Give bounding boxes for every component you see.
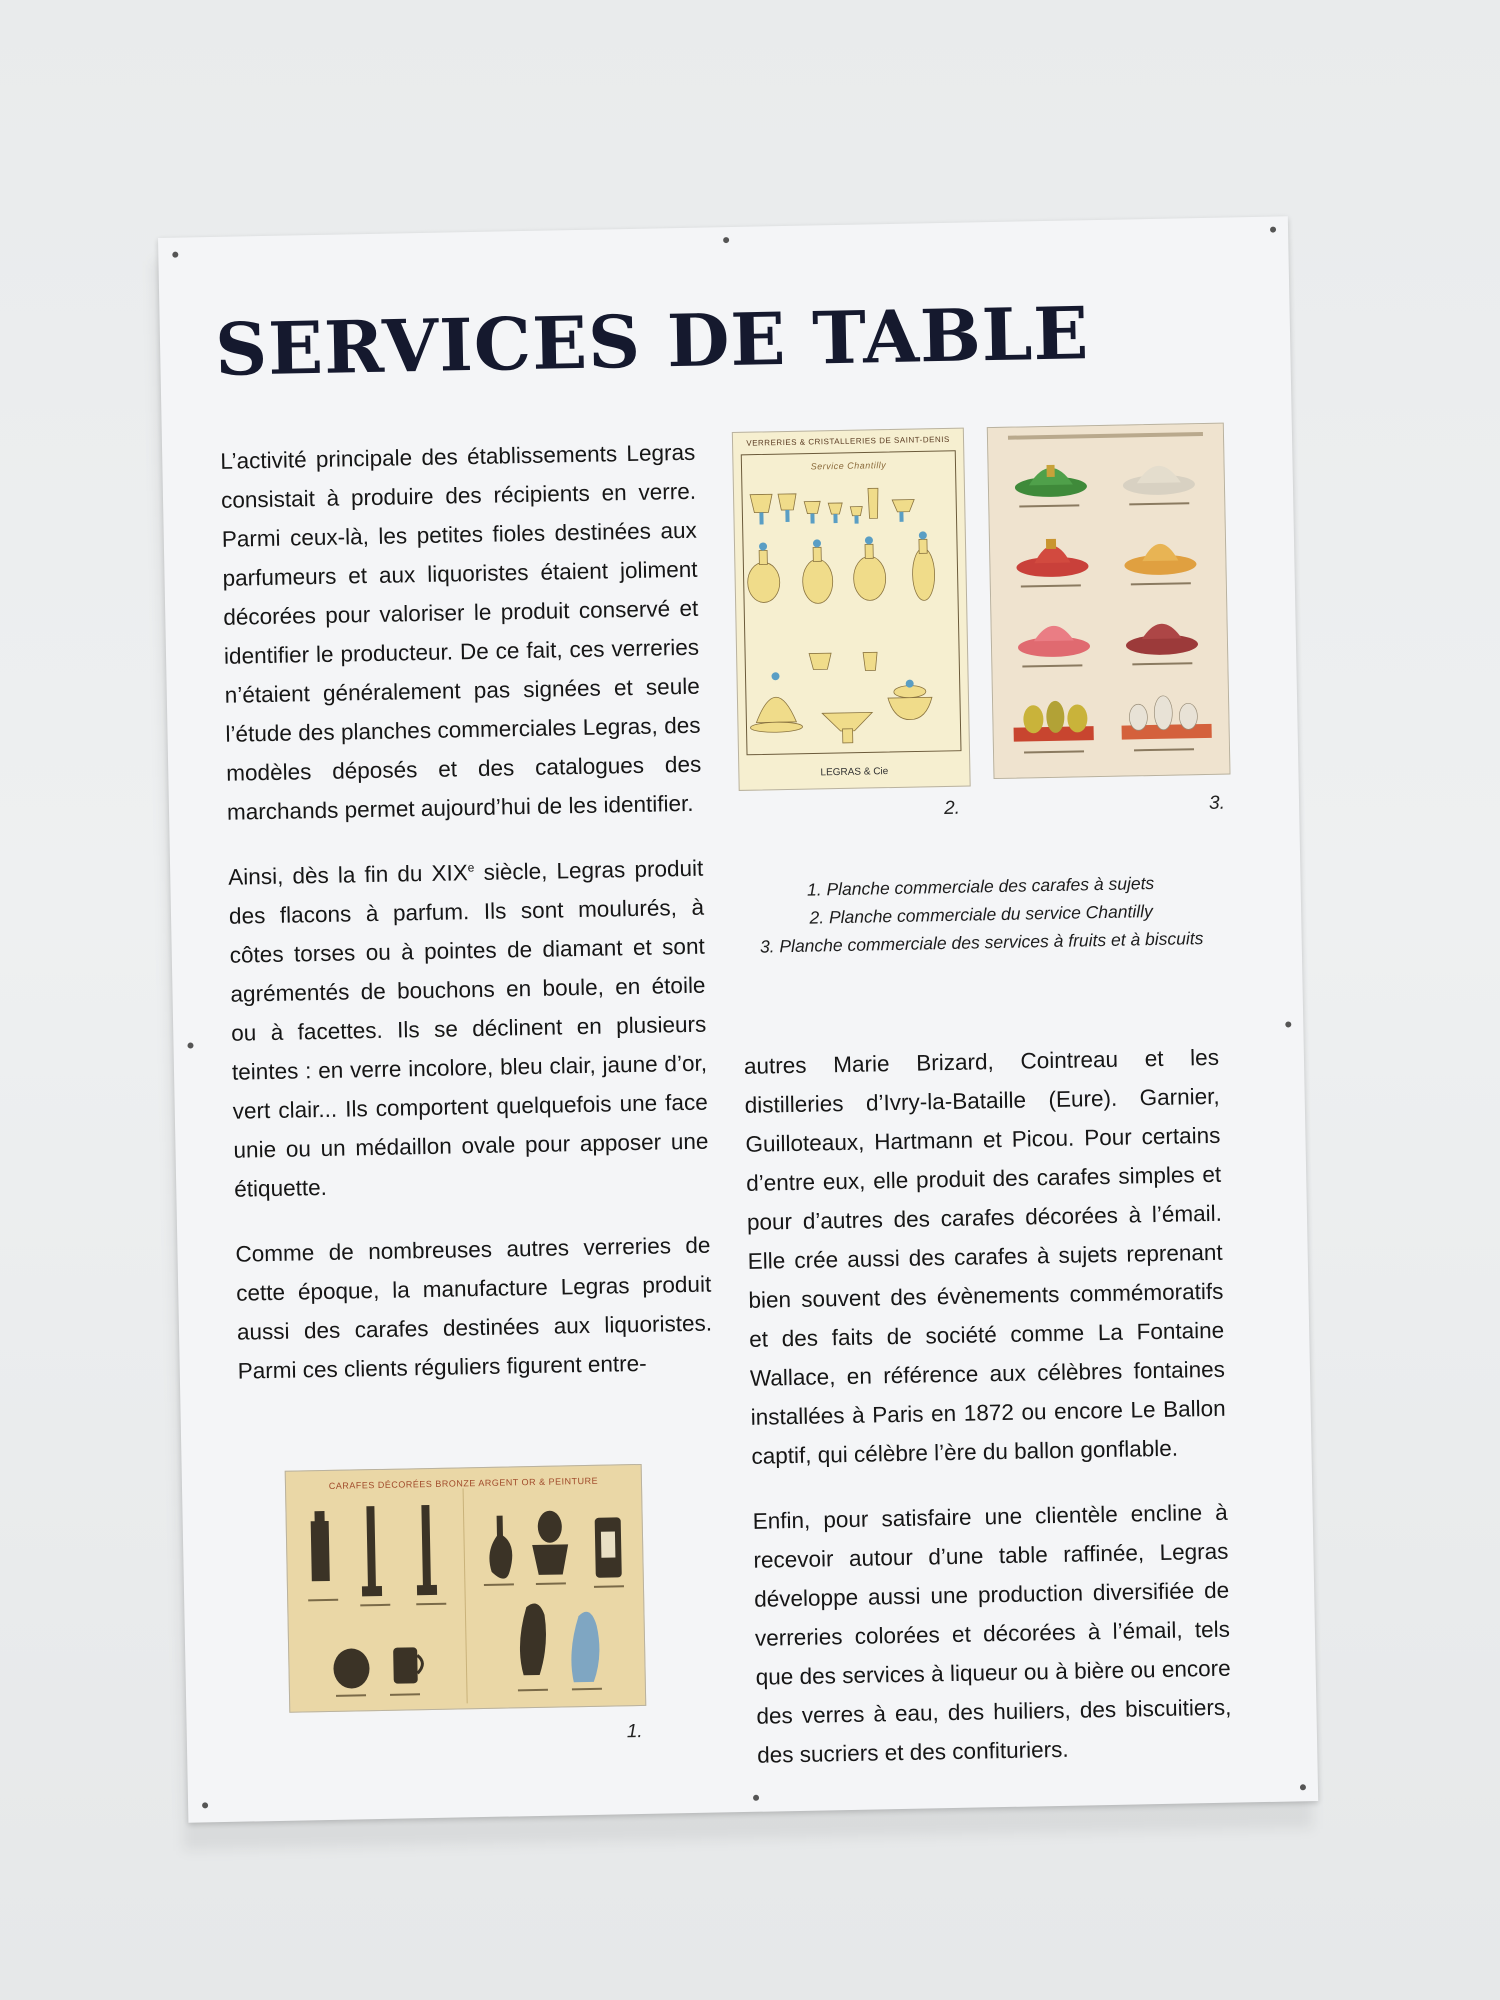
screw [187, 1042, 193, 1048]
chantilly-glassware-drawing [733, 429, 970, 790]
fruit-biscuit-services-drawing [988, 424, 1230, 778]
left-paragraph-1: L’activité principale des établissements Legras consistait à produire des récipients en verre. Parmi ceux-là, les petites fioles destinées aux parfumeurs et aux liquoristes étaient joliment décorées pour valoriser le produit conservé et identifier le producteur. De ce fait, ces verreries n’étaient généralement pas signées et seule l’étude des planches commerciales Legras, des modèles déposés et des catalogues des marchands permet aujourd’hui de les identifier. [220, 439, 702, 825]
plate-2-footer: LEGRAS & Cie [820, 766, 889, 779]
right-paragraph-2: Enfin, pour satisfaire une clientèle encline à recevoir autour d’une table raffinée, Legras développe aussi une production diversifiée de verreries colorées et décorées à l’émail, tels que des services à liqueur ou à bière ou encore des verres à eau, des huiliers, des biscuitiers, des sucriers et des confituriers. [752, 1499, 1232, 1768]
panel-title: SERVICES DE TABLE [214, 290, 1090, 392]
screw [172, 252, 178, 258]
caption-3: 3. Planche commerciale des services à fruits et à biscuits [759, 928, 1204, 957]
plate-2-number: 2. [943, 797, 961, 820]
plate-chantilly-image [732, 428, 971, 791]
plate-1-number: 1. [626, 1720, 643, 1743]
left-paragraph-2: Ainsi, dès la fin du XIXe siècle, Legras produit des flacons à parfum. Ils sont moulurés, à côtes torses ou à pointes de diamant et sont agrémentés de bouchons en boule, en étoile ou à facettes. Ils se déclinent en plusieurs teintes : en verre incolore, bleu clair, jaune d’or, vert clair... Ils comportent quelquefois une face unie ou un médaillon ovale pour apposer une étiquette. [228, 855, 709, 1202]
plate-1-header: CARAFES DÉCORÉES BRONZE ARGENT OR & PEINTURE [328, 1475, 599, 1491]
right-paragraph-1: autres Marie Brizard, Cointreau et les distilleries d’Ivry-la-Bataille (Eure). Garnier, Guilloteaux, Hartmann et Picou. Pour certains d’entre eux, elle produit des carafes simples et pour d’autres des carafes décorées à l’émail. Elle crée aussi des carafes à sujets reprenant bien souvent des évènements commémoratifs et des faits de société comme La Fontaine Wallace, en référence aux célèbres fontaines installées à Paris en 1872 ou encore Le Ballon captif, qui célèbre l’ère du ballon gonflable. [743, 1044, 1226, 1469]
exhibition-panel [158, 216, 1318, 1822]
plate-2-subtitle: Service Chantilly [810, 460, 887, 472]
screw [1285, 1021, 1291, 1027]
screw [1270, 227, 1276, 233]
screw [202, 1802, 208, 1808]
carafes-drawing [286, 1465, 646, 1712]
plate-2-header: VERRERIES & CRISTALLERIES DE SAINT-DENIS [746, 434, 950, 448]
screw [723, 237, 729, 243]
plate-carafes-image [285, 1464, 647, 1713]
left-text-column [220, 433, 714, 1417]
right-text-column [744, 1038, 1233, 1801]
image-captions [740, 868, 1222, 961]
plate-3-number: 3. [1208, 792, 1226, 814]
screw [1300, 1784, 1306, 1790]
caption-2: 2. Planche commerciale du service Chantilly [809, 901, 1153, 928]
caption-1: 1. Planche commerciale des carafes à sujets [806, 872, 1155, 900]
plate-fruit-biscuit-image [987, 423, 1231, 779]
left-paragraph-3: Comme de nombreuses autres verreries de cette époque, la manufacture Legras produit aussi des carafes destinées aux liquoristes. Parmi ces clients réguliers figurent entre- [235, 1232, 713, 1384]
